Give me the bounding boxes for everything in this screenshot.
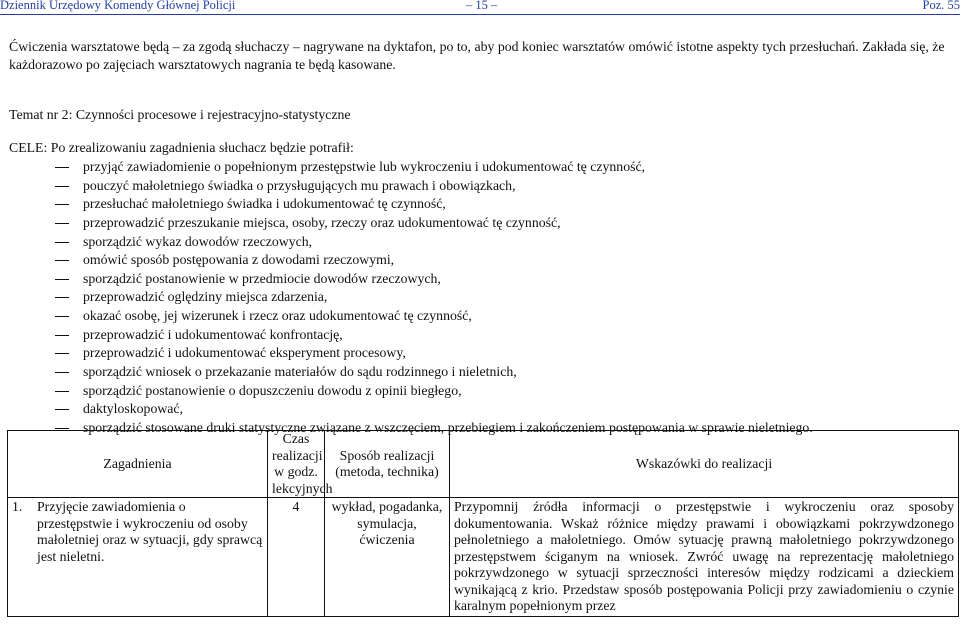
goal-text: sporządzić postanowienie w przedmiocie dowodów rzeczowych, xyxy=(83,270,441,286)
cell-method: wykład, pogadanka, symulacja, ćwiczenia xyxy=(325,498,450,617)
dash-bullet xyxy=(55,186,69,187)
table-header-row xyxy=(8,431,959,498)
list-item xyxy=(9,158,959,177)
dash-bullet xyxy=(55,391,69,392)
page-header xyxy=(0,0,960,15)
goal-text: sporządzić wniosek o przekazanie materiałów do sądu rodzinnego i nieletnich, xyxy=(83,364,517,380)
dash-bullet xyxy=(55,260,69,261)
goal-text: sporządzić postanowienie o dopuszczeniu dowodu z opinii biegłego, xyxy=(83,382,462,398)
dash-bullet xyxy=(55,279,69,280)
list-item xyxy=(9,400,959,419)
dash-bullet xyxy=(55,316,69,317)
position-number: Poz. 55 xyxy=(922,0,960,12)
list-item xyxy=(9,233,959,252)
dash-bullet xyxy=(55,372,69,373)
goal-text: przeprowadzić oględziny miejsca zdarzenia, xyxy=(83,289,328,305)
goals-list xyxy=(9,158,959,438)
cell-topic xyxy=(8,498,268,617)
goal-text: pouczyć małoletniego świadka o przysługujących mu prawach i obowiązkach, xyxy=(83,177,516,193)
dash-bullet xyxy=(55,297,69,298)
table-row xyxy=(8,498,959,617)
row-topic: Przyjęcie zawiadomienia o przestępstwie i wykroczeniu od osoby małoletniej oraz w sytuacji, gdy sprawcą jest nieletni. xyxy=(37,499,263,564)
topic-title: Temat nr 2: Czynności procesowe i rejestracyjno-statystyczne xyxy=(9,107,351,122)
curriculum-table xyxy=(7,430,959,617)
header-topics: Zagadnienia xyxy=(8,431,268,498)
page-number: – 15 – xyxy=(466,0,498,12)
list-item xyxy=(9,270,959,289)
list-item xyxy=(9,363,959,382)
dash-bullet xyxy=(55,242,69,243)
header-method: Sposób realizacji (metoda, technika) xyxy=(325,431,450,498)
dash-bullet xyxy=(55,167,69,168)
list-item xyxy=(9,344,959,363)
cell-hints: Przypomnij źródła informacji o przestępstwie i wykroczeniu oraz sposoby dokumentowania. Wskaż różnice między prawami i obowiązkami pokrzywdzonego pełnoletniego a małoletniego. Omów sytuację prawną małoletniego pokrzywdzonego przestępstwem ściganym na wniosek. Zwróć uwagę na reprezentację małoletniego pokrzywdzonego w sytuacji sprzeczności interesów między rodzicami a dzieckiem wynikającą z krio. Przedstaw sposób postępowania Policji przy zawiadomieniu o czynie karalnym popełnionym przez xyxy=(450,498,959,617)
goal-text: przeprowadzić przeszukanie miejsca, osoby, rzeczy oraz udokumentować tę czynność, xyxy=(83,214,561,230)
dash-bullet xyxy=(55,204,69,205)
header-time: Czas realizacji w godz. lekcyjnych xyxy=(268,431,325,498)
list-item xyxy=(9,382,959,401)
list-item xyxy=(9,251,959,270)
list-item xyxy=(9,177,959,196)
goal-text: przesłuchać małoletniego świadka i udokumentować tę czynność, xyxy=(83,196,446,212)
list-item xyxy=(9,214,959,233)
goal-text: sporządzić wykaz dowodów rzeczowych, xyxy=(83,233,313,249)
goal-text: przeprowadzić i udokumentować eksperyment procesowy, xyxy=(83,345,406,361)
cell-time: 4 xyxy=(268,498,325,617)
list-item xyxy=(9,326,959,345)
dash-bullet xyxy=(55,223,69,224)
list-item xyxy=(9,195,959,214)
goal-text: przyjąć zawiadomienie o popełnionym przestępstwie lub wykroczeniu i udokumentować tę czynność, xyxy=(83,159,646,174)
dash-bullet xyxy=(55,409,69,410)
intro-paragraph: Ćwiczenia warsztatowe będą – za zgodą słuchaczy – nagrywane na dyktafon, po to, aby pod koniec warsztatów omówić istotne aspekty tych przesłuchań. Zakłada się, że każdorazowo po zajęciach warsztatowych nagrania te będą kasowane. xyxy=(9,39,945,72)
goal-text: sporządzić stosowane druki statystyczne związane z wszczęciem, przebiegiem i zakończeniem postępowania w sprawie nieletniego. xyxy=(83,419,813,435)
goal-text: okazać osobę, jej wizerunek i rzecz oraz udokumentować tę czynność, xyxy=(83,308,472,324)
header-hints: Wskazówki do realizacji xyxy=(450,431,959,498)
list-item xyxy=(9,307,959,326)
dash-bullet xyxy=(55,335,69,336)
dash-bullet xyxy=(55,428,69,429)
journal-title: Dziennik Urzędowy Komendy Głównej Policji xyxy=(0,0,236,12)
row-number: 1. xyxy=(12,499,23,514)
list-item xyxy=(9,288,959,307)
dash-bullet xyxy=(55,353,69,354)
goal-text: daktyloskopować, xyxy=(83,401,184,417)
goals-lead: CELE: Po zrealizowaniu zagadnienia słuchacz będzie potrafił: xyxy=(9,140,354,155)
goal-text: omówić sposób postępowania z dowodami rzeczowymi, xyxy=(83,252,395,268)
goal-text: przeprowadzić i udokumentować konfrontację, xyxy=(83,326,343,342)
